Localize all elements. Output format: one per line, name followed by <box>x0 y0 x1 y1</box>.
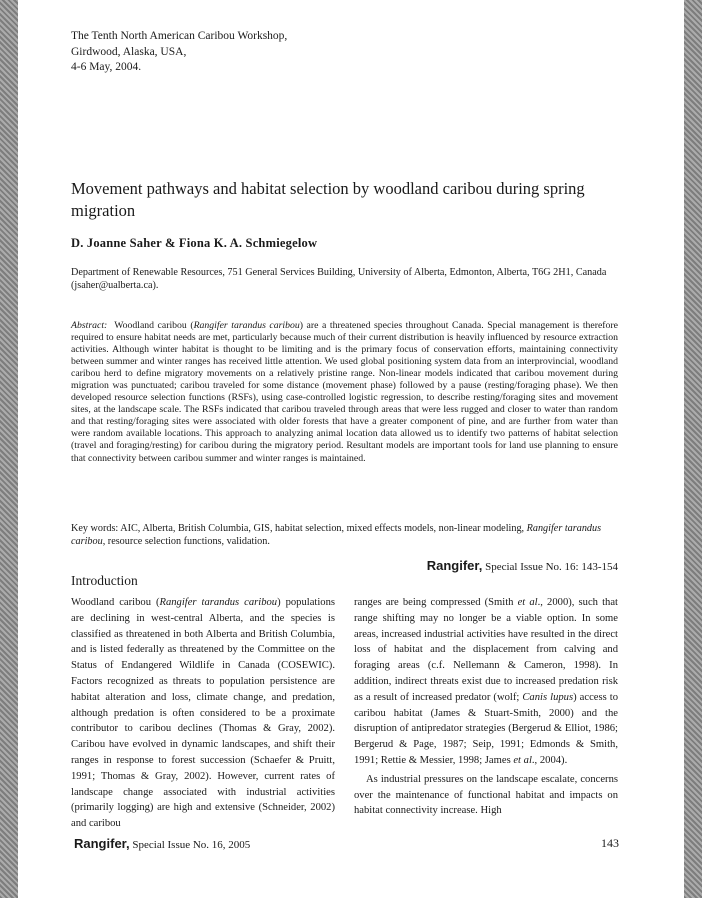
intro-right-wolf-species: Canis lupus <box>522 691 574 703</box>
conference-line-3: 4-6 May, 2004. <box>71 61 142 73</box>
page-edge-right <box>684 0 702 898</box>
abstract-text-1: Woodland caribou ( <box>114 320 194 331</box>
keywords-text-2: , resource selection functions, validation. <box>102 536 270 547</box>
intro-right-etal-2: et al <box>513 754 532 766</box>
journal-ref-name: Rangifer, <box>426 558 483 573</box>
body-column-left <box>71 595 335 832</box>
journal-ref-detail: Special Issue No. 16: 143-154 <box>482 561 618 573</box>
abstract <box>71 320 618 465</box>
conference-info <box>71 29 287 76</box>
intro-right-etal: et al <box>517 597 538 608</box>
conference-line-2: Girdwood, Alaska, USA, <box>71 45 187 58</box>
abstract-text-2: ) are a threatened species throughout Canada. Special management is therefore required to ensure habitat needs are met, particularly because much of their current distribution is heavily influenced by resource extraction activities. Although winter habitat is thought to be limiting and is the primary focus of conservation efforts, maintaining connectivity between summer and winter ranges has received little attention. We used global positioning system data from an interprovincial, woodland caribou herd to define migratory movements on a relatively pristine range. Non-linear models indicated that caribou movement during migration was punctuated; caribou traveled for some distance (movement phase) followed by a pause (resting/foraging phase). We then developed resource selection functions (RSFs), using case-controlled logistic regression, to describe resting/foraging sites and movement sites, at the landscape scale. The RSFs indicated that caribou traveled through areas that were less rugged and closer to water than random and that resting/foraging sites were associated with older forests that have a greater component of pine, and are further from water than were random available locations. This approach to analyzing animal location data allowed us to identify two patterns of habitat selection (travel and foraging/resting) for caribou during the migratory period. Resultant models are important tools for land use planning to ensure that connectivity between caribou summer and winter ranges is maintained. <box>71 320 619 464</box>
article-authors: D. Joanne Saher & Fiona K. A. Schmiegelow <box>71 236 318 250</box>
intro-right-p1-a: ranges are being compressed (Smith <box>354 597 518 608</box>
keywords <box>71 522 618 548</box>
intro-left-text-2: ) populations are declining in west-central Alberta, and the species is classified as threatened in both Alberta and British Columbia, and is listed federally as threatened by the Committee on the Status of Endangered Wildlife in Canada (COSEWIC). Factors recognized as threats to population persistence are habitat alteration and loss, climate change, and predation, although predation is often considered to be a proximate contributor to caribou declines (Thomas & Gray, 2002). Caribou have evolved in dynamic landscapes, and shift their ranges in response to forest succession (Schaefer & Pruitt, 1991; Thomas & Gray, 2002). However, current rates of landscape change associated with industrial activities (primarily logging) are high and extensive (Schneider, 2002) and caribou <box>71 597 336 830</box>
footer-journal-name: Rangifer, <box>74 836 130 851</box>
intro-paragraph-2: As industrial pressures on the landscape escalate, concerns over the maintenance of functional habitat and impacts on habitat connectivity increase. High <box>354 773 618 817</box>
keywords-text-1: AIC, Alberta, British Columbia, GIS, habitat selection, mixed effects models, non-linear modeling, <box>118 523 527 534</box>
article-title: Movement pathways and habitat selection by woodland caribou during spring migration <box>71 179 585 220</box>
journal-reference <box>427 558 618 573</box>
intro-left-text-1: Woodland caribou ( <box>71 597 160 608</box>
introduction-heading: Introduction <box>71 573 138 588</box>
body-column-right <box>354 595 618 819</box>
keywords-label: Key words: <box>71 523 119 534</box>
intro-paragraph-continued <box>354 595 618 769</box>
abstract-species: Rangifer tarandus caribou <box>193 320 300 331</box>
keywords-species: Rangifer tarandus caribou <box>71 523 602 547</box>
intro-paragraph-1 <box>71 595 335 832</box>
document-page <box>18 0 684 898</box>
page-edge-left <box>0 0 18 898</box>
intro-right-p1-c: ) access to caribou habitat (James & Stuart-Smith, 2000) and the disruption of antipredator strategies (Bergerud & Elliot, 1986; Bergerud & Page, 1987; Seip, 1991; Edmonds & Smith, 1991; Rettie & Messier, 1998; James <box>354 691 618 766</box>
conference-line-1: The Tenth North American Caribou Workshop, <box>71 30 288 42</box>
abstract-label: Abstract: <box>71 320 108 331</box>
footer-issue: Special Issue No. 16, 2005 <box>129 839 251 851</box>
page-footer <box>74 836 250 851</box>
intro-right-p1-d: ., 2004). <box>531 754 568 766</box>
author-affiliation: Department of Renewable Resources, 751 General Services Building, University of Alberta, Edmonton, Alberta, T6G 2H1, Canada (jsaher@ualberta.ca). <box>71 267 607 291</box>
page-number: 143 <box>601 836 619 850</box>
intro-right-p1-b: ., 2000), such that range shifting may no longer be a viable option. In some areas, increased industrial activities have resulted in the direct loss of habitat and the displacement from calving and foraging areas (c.f. Nellemann & Cameron, 1998). In addition, indirect threats exist due to increased predation risk as a result of increased predator (wolf; <box>354 597 618 703</box>
intro-left-species: Rangifer tarandus caribou <box>159 597 278 608</box>
